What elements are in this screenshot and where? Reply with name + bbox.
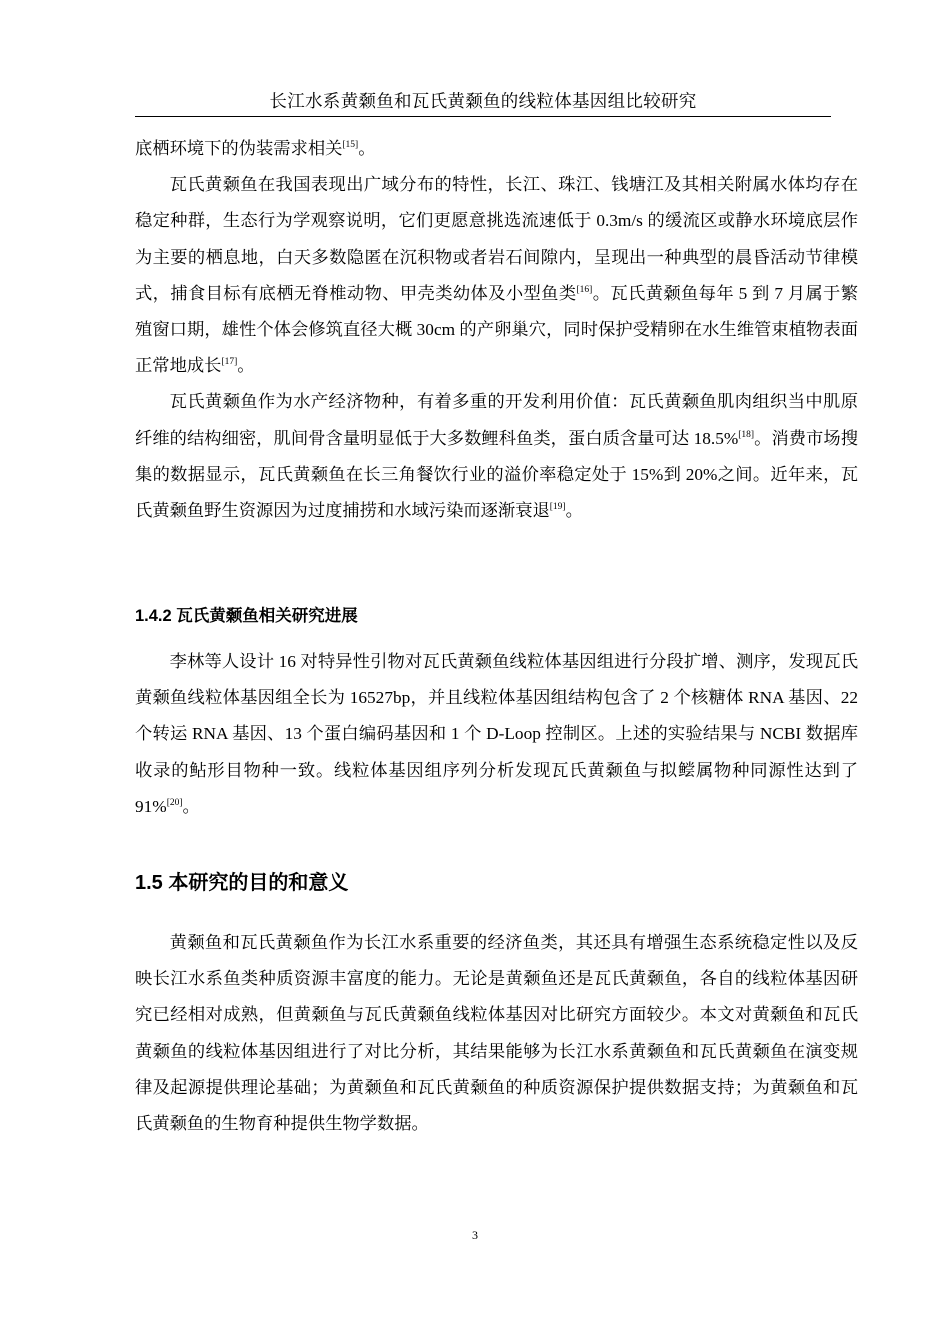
paragraph-distribution (135, 167, 858, 384)
paragraph-text: 。消费市场搜集的数据显示，瓦氏黄颡鱼在长三角餐饮行业的溢价率稳定处于 15%到 20%之间。近年来，瓦氏黄颡鱼野生资源因为过度捕捞和水域污染而逐渐衰退 (135, 428, 858, 521)
citation-ref: [15] (342, 140, 359, 150)
citation-ref: [17] (221, 357, 238, 368)
body-block-1 (135, 131, 858, 529)
paragraph-economic-value (135, 384, 858, 529)
citation-ref: [18] (738, 429, 755, 440)
running-header: 长江水系黄颡鱼和瓦氏黄颡鱼的线粒体基因组比较研究 (135, 86, 831, 117)
punctuation: 。 (237, 356, 255, 376)
body-block-1-5 (135, 925, 858, 1142)
paragraph-purpose: 黄颡鱼和瓦氏黄颡鱼作为长江水系重要的经济鱼类，其还具有增强生态系统稳定性以及反映长江水系鱼类种质资源丰富度的能力。无论是黄颡鱼还是瓦氏黄颡鱼，各自的线粒体基因研究已经相对成熟，但黄颡鱼与瓦氏黄颡鱼线粒体基因对比研究方面较少。本文对黄颡鱼和瓦氏黄颡鱼的线粒体基因组进行了对比分析，其结果能够为长江水系黄颡鱼和瓦氏黄颡鱼在演变规律及起源提供理论基础；为黄颡鱼和瓦氏黄颡鱼的种质资源保护提供数据支持；为黄颡鱼和瓦氏黄颡鱼的生物育种提供生物学数据。 (135, 933, 858, 1134)
section-heading-1-4-2: 1.4.2 瓦氏黄颡鱼相关研究进展 (135, 607, 358, 625)
punctuation: 。 (182, 796, 200, 816)
paragraph-text: 瓦氏黄颡鱼在我国表现出广域分布的特性，长江、珠江、钱塘江及其相关附属水体均存在稳定种群，生态行为学观察说明，它们更愿意挑选流速低于 0.3m/s 的缓流区或静水环境底层作为主要的栖息地，白天多数隐匿在沉积物或者岩石间隙内，呈现出一种典型的晨昏活动节律模式，捕食目标有底栖无脊椎动物、甲壳类幼体及小型鱼类 (135, 175, 858, 303)
citation-ref: [19] (549, 502, 566, 513)
punctuation: 。 (565, 501, 583, 521)
citation-ref: [20] (166, 797, 183, 808)
paragraph-continued (135, 131, 858, 167)
paragraph-text: 李林等人设计 16 对特异性引物对瓦氏黄颡鱼线粒体基因组进行分段扩增、测序，发现瓦氏黄颡鱼线粒体基因组全长为 16527bp，并且线粒体基因组结构包含了 2 个核糖体 RNA 基因、22 个转运 RNA 基因、13 个蛋白编码基因和 1 个 D-Loop 控制区。上述的实验结果与 NCBI 数据库收录的鲇形目物种一致。线粒体基因组序列分析发现瓦氏黄颡鱼与拟鲿属物种同源性达到了 91% (135, 652, 858, 816)
section-heading-1-5: 1.5 本研究的目的和意义 (135, 872, 349, 894)
punctuation: 。 (358, 139, 376, 158)
paragraph-text: 。瓦氏黄颡鱼每年 5 到 7 月属于繁殖窗口期，雄性个体会修筑直径大概 30cm 的产卵巢穴，同时保护受精卵在水生维管束植物表面正常地成长 (135, 283, 858, 376)
body-block-1-4-2 (135, 644, 858, 825)
paragraph-research-progress (135, 644, 858, 825)
page-number: 3 (472, 1228, 478, 1242)
citation-ref: [16] (576, 284, 593, 295)
paragraph-text: 瓦氏黄颡鱼作为水产经济物种，有着多重的开发利用价值：瓦氏黄颡鱼肌肉组织当中肌原纤维的结构细密，肌间骨含量明显低于大多数鲤科鱼类，蛋白质含量可达 18.5% (135, 392, 858, 448)
paragraph-text: 底栖环境下的伪装需求相关 (135, 139, 343, 158)
